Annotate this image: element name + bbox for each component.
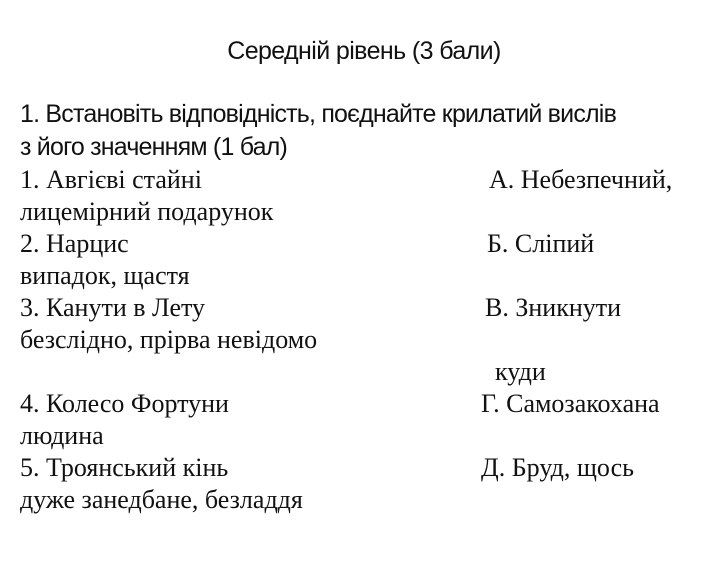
meaning-e-continuation: дуже занедбане, безладдя: [20, 485, 303, 514]
meaning-c-extra: куди: [495, 357, 546, 386]
phrase-1: 1. Авгієві стайні: [20, 165, 202, 194]
phrase-2: 2. Нарцис: [20, 229, 129, 258]
phrase-5: 5. Троянський кінь: [20, 453, 229, 482]
meaning-b-continuation: випадок, щастя: [20, 261, 190, 290]
meaning-d: Г. Самозакохана: [481, 389, 660, 418]
task-title-line-2: з його значенням (1 бал): [20, 133, 288, 161]
task-title-line-1: 1. Встановіть відповідність, поєднайте крилатий вислів: [20, 100, 617, 128]
meaning-a: А. Небезпечний,: [489, 165, 673, 194]
meaning-c: В. Зникнути: [485, 293, 622, 322]
meaning-b: Б. Сліпий: [487, 229, 595, 258]
meaning-d-continuation: людина: [20, 421, 104, 450]
meaning-a-continuation: лицемірний подарунок: [20, 197, 274, 226]
meaning-e: Д. Бруд, щось: [481, 453, 634, 482]
phrase-4: 4. Колесо Фортуни: [20, 389, 229, 418]
section-heading: Середній рівень (3 бали): [227, 37, 501, 65]
phrase-3: 3. Канути в Лету: [20, 293, 206, 322]
meaning-c-continuation: безслідно, прірва невідомо: [20, 325, 318, 354]
